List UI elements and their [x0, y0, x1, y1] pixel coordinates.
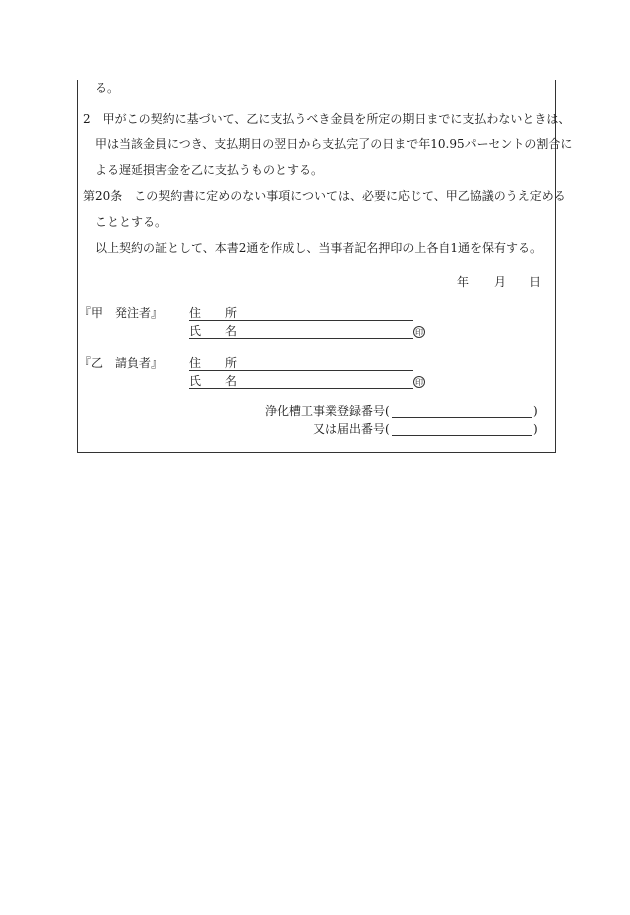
registration-open-paren: (	[385, 404, 390, 418]
date-day: 日	[529, 275, 542, 289]
registration-number-label: 浄化槽工事業登録番号	[265, 404, 386, 418]
notification-close-paren: )	[533, 422, 538, 436]
notification-open-paren: (	[385, 422, 390, 436]
article-20-line-2: こととする。	[95, 215, 168, 229]
clause-2-line-2: 甲は当該金員につき、支払期日の翌日から支払完了の日まで年10.95パーセントの割合に	[95, 137, 573, 151]
date-month: 月	[494, 275, 507, 289]
party-a-name-line[interactable]	[189, 338, 413, 339]
notification-number-field[interactable]	[392, 435, 532, 436]
party-a-name-label: 氏 名	[189, 324, 238, 338]
clause-continuation: る。	[95, 81, 120, 95]
party-a-address-line[interactable]	[189, 320, 413, 321]
registration-close-paren: )	[533, 404, 538, 418]
party-a-label: 『甲 発注者』	[79, 306, 164, 320]
article-20-line-1: 第20条 この契約書に定めのない事項については、必要に応じて、甲乙協議のうえ定める	[83, 189, 566, 203]
contract-document-frame	[77, 80, 556, 453]
party-a-address-label: 住 所	[189, 306, 238, 320]
party-a-seal-icon: 印	[415, 328, 423, 337]
date-year: 年	[457, 275, 470, 289]
party-b-name-label: 氏 名	[189, 374, 238, 388]
closing-statement: 以上契約の証として、本書2通を作成し、当事者記名押印の上各自1通を保有する。	[95, 241, 543, 255]
notification-number-label: 又は届出番号	[313, 422, 386, 436]
party-b-seal-icon: 印	[415, 378, 423, 387]
party-b-name-line[interactable]	[189, 388, 413, 389]
party-b-address-label: 住 所	[189, 356, 238, 370]
party-b-label: 『乙 請負者』	[79, 356, 164, 370]
clause-2-line-3: よる遅延損害金を乙に支払うものとする。	[95, 163, 324, 177]
party-b-address-line[interactable]	[189, 370, 413, 371]
clause-2-line-1: 2 甲がこの契約に基づいて、乙に支払うべき金員を所定の期日までに支払わないときは、	[83, 112, 571, 126]
registration-number-field[interactable]	[392, 417, 532, 418]
